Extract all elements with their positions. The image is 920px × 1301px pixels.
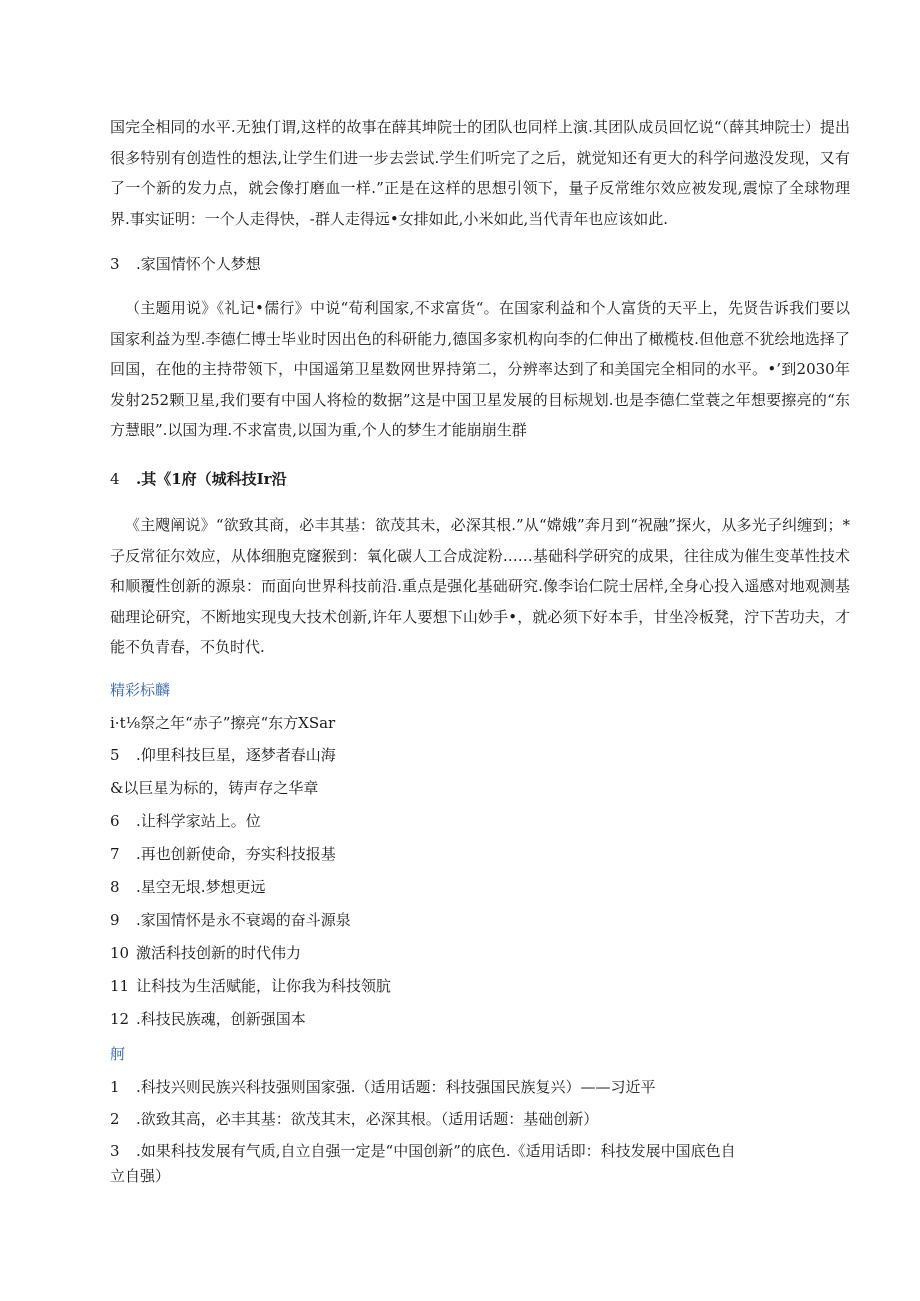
quote-item [110, 1077, 656, 1097]
paragraph-patriotism: （主题用说》《礼记•儒行》中说“荀利国家,不求富货“。在国家利益和个人富货的天平上，先贤告诉我们要以国家利益为型.李德仁博士毕业时因出色的科研能力,德国多家机构向李的仁伸出了橄榄枝.但他意不犹绘地选择了回国，在他的主持带领下，中国遥第卫星数网世界持第二，分辨率达到了和美国完全相同的水平。•’到2030年发射252颗卫星,我们要有中国人将检的数据”这是中国卫星发展的目标规划.也是李德仁堂蓑之年想要擦亮的“东方慧眼”.以国为理.不求富贵,以国为重,个人的梦生才能崩崩生群 [110, 299, 850, 439]
item-text: .仰里科技巨星，逐梦者春山海 [136, 746, 336, 764]
heading-number: 3 [110, 255, 120, 273]
quote-item [110, 1141, 736, 1161]
item-text: .让科学家站上。位 [136, 812, 261, 830]
heading-text: .家国情怀个人梦想 [136, 255, 261, 273]
highlight-item [110, 713, 335, 733]
item-number: 12 [110, 1010, 130, 1028]
item-text: .再也创新使命，夯实科技报基 [136, 845, 336, 863]
heading-3 [110, 254, 261, 274]
item-text: .科技兴则民族兴科技强则国家强.（适用话题：科技强国民族复兴）——习近平 [136, 1078, 656, 1096]
highlight-item [110, 1009, 306, 1029]
item-number: 2 [110, 1110, 120, 1128]
paragraph-xue-qikun: 国完全相同的水平.无独仃谓,这样的故事在薛其坤院士的团队也同样上演.其团队成员回忆说“（薛其坤院士）提出很多特别有创造性的想法,让学生们进一步去尝试.学生们听完了之后，就觉知还有更大的科学问遨没发现，又有了一个新的发力点，就会像打磨血一样.”正是在这样的思想引领下，量子反常维尔效应被发现,震惊了全球物理界.事实证明：一个人走得快，-群人走得远•女排如此,小米如此,当代青年也应该如此. [110, 118, 850, 228]
item-number: 5 [110, 746, 120, 764]
item-number: 3 [110, 1142, 120, 1160]
heading-number: 4 [110, 470, 120, 488]
quote-item [110, 1109, 598, 1129]
item-text: .科技民族魂，创新强国本 [136, 1010, 306, 1028]
highlight-item [110, 943, 301, 963]
quote-item-continuation [110, 1166, 170, 1186]
item-number: 7 [110, 845, 120, 863]
highlight-item [110, 877, 266, 897]
item-number: 10 [110, 944, 130, 962]
item-number: 11 [110, 977, 130, 995]
heading-text: .其《1府（城科技Ir沿 [136, 470, 287, 488]
highlight-item [110, 844, 336, 864]
item-text: 立自强） [110, 1167, 171, 1185]
paragraph-basic-research: 《主飕阐说》“欲致其商，必丰其基：欲茂其未，必深其根.”从“嫦娥”奔月到“祝融”探火，从多光子纠缠到；*子反常征尔效应，从体细胞克窿猴到：氧化碳人工合成淀粉……基础科学研究的成果，往往成为催生变革性技术和顺覆性创新的源泉：而面向世界科技前沿.重点是强化基础研究.像李诒仁院士居样,全身心投入遥感对地观测基础理论研究，不断地实现曳大技术创新,许年人要想下山妙手•，就必须下好本手，甘坐冷板凳，泞下苦功夫，才能不负青春，不负时代. [110, 516, 850, 656]
item-text: .如果科技发展有气质,自立自强一定是“中国创新”的底色.《适用话即：科技发展中国底色自 [136, 1142, 736, 1160]
item-text: .欲致其高，必丰其基：欲茂其末，必深其根。（适用话题：基础创新） [136, 1110, 599, 1128]
item-text: .星空无垠.梦想更远 [136, 878, 266, 896]
section-title-quotes: 舸 [110, 1045, 126, 1063]
item-number: 8 [110, 878, 120, 896]
section-title-highlights: 精彩标麟 [110, 681, 171, 699]
item-text: .家国情怀是永不衰竭的奋斗源泉 [136, 911, 351, 929]
item-text: 让科技为生活赋能，让你我为科技领肮 [136, 977, 392, 995]
item-number: 1 [110, 1078, 120, 1096]
highlight-item [110, 745, 336, 765]
heading-4 [110, 469, 287, 489]
item-text: &以巨星为标的，铸声存之华章 [110, 779, 319, 797]
item-text: 激活科技创新的时代伟力 [136, 944, 302, 962]
highlight-item [110, 778, 318, 798]
item-number: 9 [110, 911, 120, 929]
highlight-item [110, 811, 261, 831]
highlight-item [110, 910, 351, 930]
item-text: i·t⅛祭之年“赤子”擦亮“东方XSar [110, 714, 336, 732]
item-number: 6 [110, 812, 120, 830]
highlight-item [110, 976, 391, 996]
